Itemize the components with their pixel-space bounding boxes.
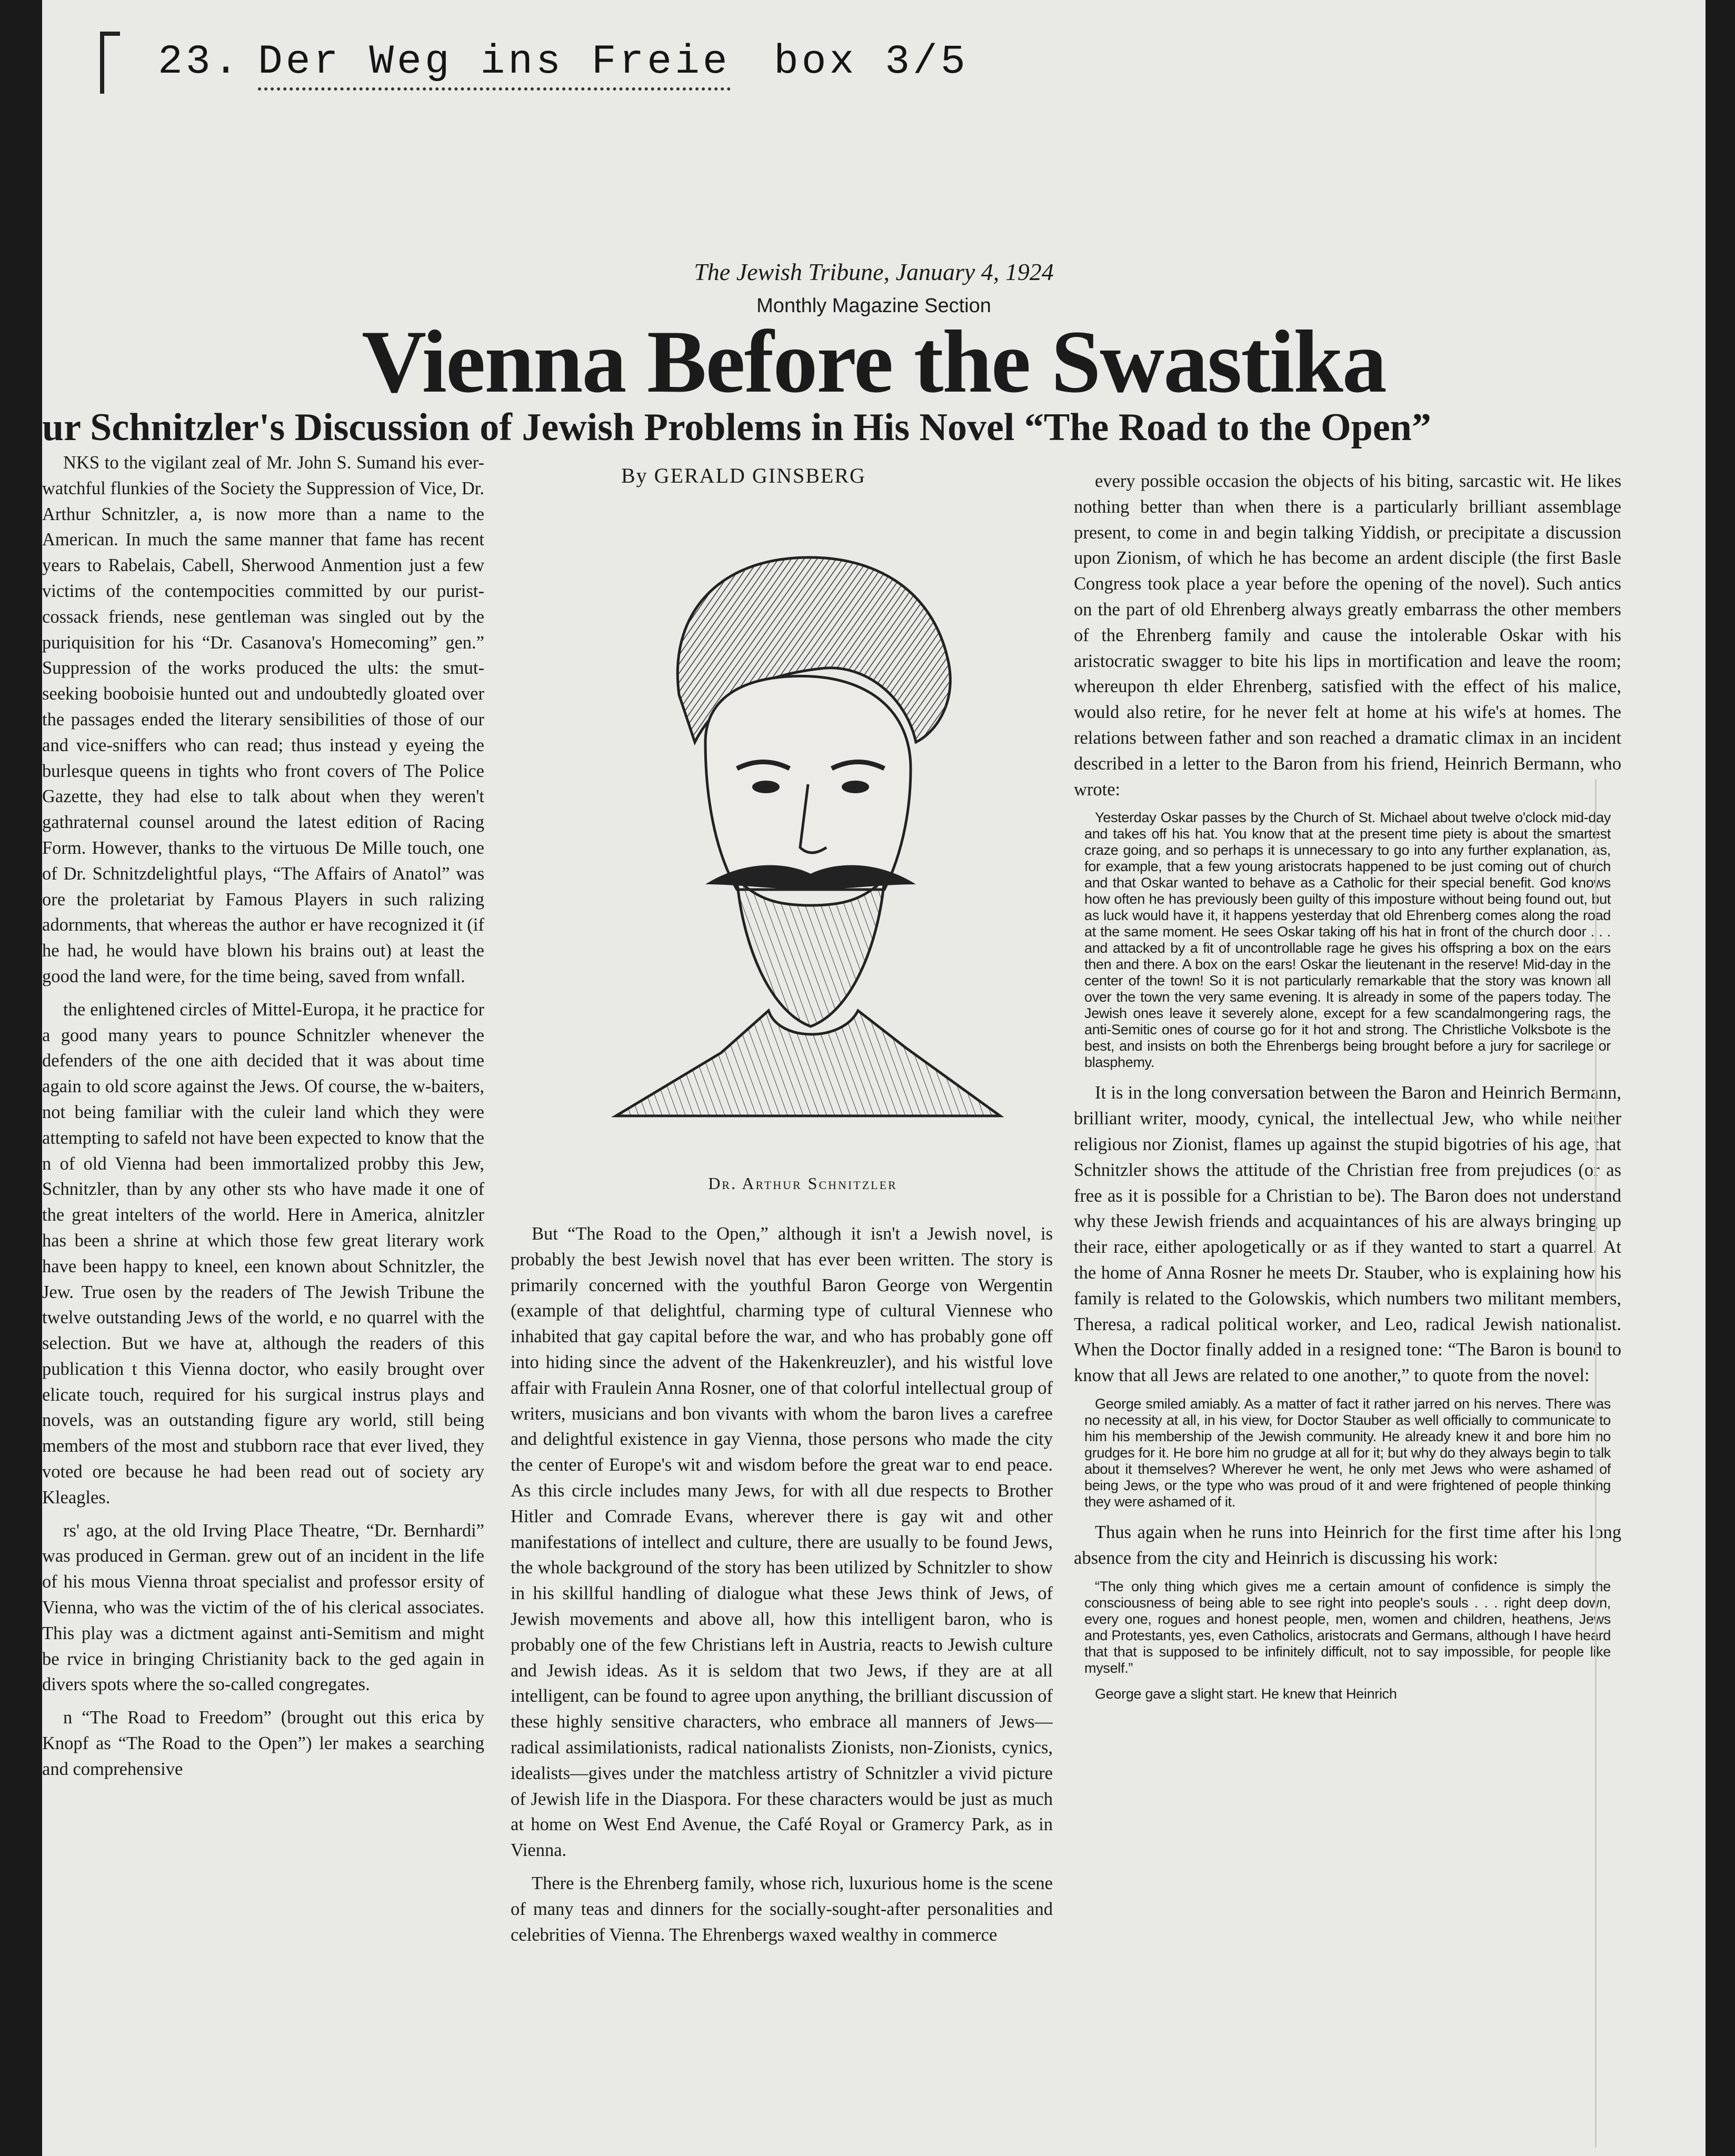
- archive-box: box 3/5: [774, 39, 969, 85]
- column-middle: [511, 1221, 1053, 2156]
- paragraph: rs' ago, at the old Irving Place Theatre, “Dr. Bernhardi” was produced in German. grew out of an incident in the life of his mous Vienna throat specialist and professor ersity of Vienna, who was the victim of the of his clerical associates. This play was a dictment against anti-Semitism and might be rvice in bringing Christianity back to the ged again in divers spots where the so-called congregates.: [42, 1520, 484, 1695]
- subheadline: ur Schnitzler's Discussion of Jewish Problems in His Novel “The Road to the Open”: [42, 406, 1431, 449]
- portrait-caption: Dr. Arthur Schnitzler: [708, 1174, 898, 1193]
- block-quote: George gave a slight start. He knew that Heinrich: [1095, 1685, 1397, 1702]
- paragraph: Thus again when he runs into Heinrich for the first time after his long absence from the city and Heinrich is discussing his work:: [1074, 1522, 1621, 1568]
- corner-bracket: [100, 32, 120, 94]
- section-line: Monthly Magazine Section: [756, 295, 991, 317]
- block-quote: George smiled amiably. As a matter of fact it rather jarred on his nerves. There was no necessity at all, in his view, for Doctor Stauber as well officially to communicate to him his membership of the Jewish community. He already knew it and bore him no grudges for it. He bore him no grudge at all for it; but why do they always begin to talk about it themselves? Wherever he went, he only met Jews who were ashamed of being Jews, or the type who was proud of it and were frightened of people thinking they were ashamed of it.: [1084, 1395, 1611, 1510]
- portrait-illustration: [547, 521, 1058, 1153]
- byline: By GERALD GINSBERG: [621, 464, 866, 487]
- portrait-eye: [752, 781, 780, 793]
- paragraph: the enlightened circles of Mittel-Europa, it he practice for a good many years to pounce Schnitzler whenever the defenders of the one aith decided that it was about time again to old score against the Jews. Of course, the w-baiters, not being familiar with the culeir land which they were attempting to safeld not have been expected to know that the n of old Vienna had been immortalized probby this Jew, Schnitzler, than by any other sts who have made it one of the great intelters of the world. Here in America, alnitzler has been a shrine at which those few great literary work have been happy to kneel, een known about Schnitzler, the Jew. True osen by the readers of The Jewish Tribune the twelve outstanding Jews of the world, e no quarrel with the selection. But we have at, although the readers of this publication t this Vienna doctor, who easily brought over elicate touch, required for his surgical instrus plays and novels, was an outstanding figure ary world, still being members of the most and stubborn race that ever lived, they voted ore because he had been read out of society ary Kleagles.: [42, 999, 484, 1508]
- paragraph: n “The Road to Freedom” (brought out this erica by Knopf as “The Road to the Open”) ler makes a searching and comprehensive: [42, 1708, 484, 1779]
- newspaper-clipping: [42, 0, 1706, 2156]
- publication-line: The Jewish Tribune, January 4, 1924: [694, 258, 1054, 285]
- block-quote: Yesterday Oskar passes by the Church of St. Michael about twelve o'clock mid-day and takes off his hat. You know that at the present time piety is about the smartest craze going, and so perhaps it is unnecessary to go into any further explanation, as, for example, that a few young aristocrats happened to be just coming out of church and that Oskar wanted to behave as a Catholic for their special benefit. God knows how often he has previously been guilty of this imposture without being found out, but as luck would have it, it happens yesterday that old Ehrenberg comes along the road at the same moment. He sees Oskar taking off his hat in front of the church door . . . and attacked by a fit of uncontrollable rage he gives his offspring a box on the ears then and there. A box on the ears! Oskar the lieutenant in the reserve! Mid-day in the center of the town! So it is not particularly remarkable that the story was known all over the town the very same evening. It is already in some of the papers today. The Jewish ones leave it severely alone, except for a few scandalmongering rags, the anti-Semitic ones of course go for it hot and strong. The Christliche Volksbote is the best, and insists on both the Ehrenbergs being brought before a jury for sacrilege or blasphemy.: [1084, 810, 1611, 1071]
- paragraph: There is the Ehrenberg family, whose rich, luxurious home is the scene of many teas and dinners for the socially-sought-after personalities and celebrities of Vienna. The Ehrenbergs waxed wealthy in commerce: [511, 1873, 1053, 1945]
- archive-title: Der Weg ins Freie: [258, 39, 731, 91]
- column-right: [1074, 468, 1621, 2156]
- paragraph: NKS to the vigilant zeal of Mr. John S. Sumand his ever-watchful flunkies of the Society the Suppression of Vice, Dr. Arthur Schnitzler, a, is now more than a name to the American. In much the same manner that fame has recent years to Rabelais, Cabell, Sherwood Anmention just a few victims of the contempocities committed by our purist-cossack friends, nese gentleman was singled out by the puriquisition for his “Dr. Casanova's Homecoming” gen.” Suppression of the works produced the ults: the smut-seeking booboisie hunted out and undoubtedly gloated over the passages ended the literary sensibilities of those of our and vice-sniffers who can read; thus instead y eyeing the burlesque queens in tights who front covers of The Police Gazette, they had else to talk about when they weren't gathraternal counsel around the latest edition of Racing Form. However, thanks to the virtuous De Mille touch, one of Dr. Schnitzdelightful plays, “The Affairs of Anatol” was ore the proletariat by Famous Players in such ralizing adornments, that whereas the author er have recognized it (if he had, he would have blown his brains out) at least the good the land were, for the time being, saved from wnfall.: [42, 453, 484, 986]
- headline: Vienna Before the Swastika: [362, 312, 1386, 411]
- fold-crease: [1595, 779, 1628, 2148]
- portrait-face: [705, 676, 911, 890]
- paragraph: It is in the long conversation between the Baron and Heinrich Bermann, brilliant writer, moody, cynical, the intellectual Jew, who while neither religious nor Zionist, flames up against the stupid bigotries of his age, that Schnitzler shows the attitude of the Christian free from prejudices (or as free as it is possible for a Christian to be). The Baron does not understand why these Jewish friends and acquaintances of his are always bringing up their race, either apologetically or as if they wanted to start a quarrel. At the home of Anna Rosner he meets Dr. Stauber, who is explaining how his family is related to the Golowskis, which numbers two militant members, Theresa, a radical political worker, and Leo, radical Jewish nationalist. When the Doctor finally added in a resigned tone: “The Baron is bound to know that all Jews are related to one another,” to quote from the novel:: [1074, 1083, 1621, 1386]
- portrait-eye: [842, 781, 869, 793]
- archive-number: 23.: [158, 39, 242, 85]
- paragraph: But “The Road to the Open,” although it isn't a Jewish novel, is probably the best Jewish novel that has ever been written. The story is primarily concerned with the youthful Baron George von Wergentin (example of that delightful, charming type of cultural Viennese who inhabited that gay capital before the war, and who has probably gone off into hiding since the advent of the Hakenkreuzler), and his wistful love affair with Fraulein Anna Rosner, one of that colorful intellectual group of writers, musicians and bon vivants with whom the baron lives a carefree and delightful existence in gay Vienna, those persons who made the city the center of Europe's wit and wisdom before the great war to end peace. As this circle includes many Jews, for with all due respects to Brother Hitler and Comrade Evans, wherever there is gay wit and other manifestations of intellect and culture, there are usually to be found Jews, the whole background of the story has been utilized by Schnitzler to show in his skillful handling of dialogue what these Jews think of Jews, of Jewish movements and above all, how this intelligent baron, who is probably one of the few Christians left in Austria, reacts to Jewish culture and Jewish ideas. As it is seldom that two Jews, if they are at all intelligent, can be found to agree upon anything, the brilliant discussion of these highly sensitive characters, who embrace all manners of Jews—radical assimilationists, radical nationalists Zionists, non-Zionists, cynics, idealists—gives under the matchless artistry of Schnitzler a vivid picture of Jewish life in the Diaspora. For these characters would be just as much at home on West End Avenue, the Café Royal or Gramercy Park, as in Vienna.: [511, 1224, 1053, 1861]
- paragraph: every possible occasion the objects of his biting, sarcastic wit. He likes nothing better than when there is a particularly brilliant assemblage present, to come in and begin talking Yiddish, or precipitate a discussion upon Zionism, of which he has become an ardent disciple (the first Basle Congress took place a year before the opening of the novel). Such antics on the part of old Ehrenberg always greatly embarrass the other members of the Ehrenberg family and cause the intolerable Oskar with his aristocratic swagger to bite his lips in mortification and leave the room; whereupon th elder Ehrenberg, satisfied with the effect of his malice, would also retire, for he never felt at home at his wife's at homes. The relations between father and son reached a dramatic climax in an incident described in a letter to the Baron from his friend, Heinrich Bermann, who wrote:: [1074, 471, 1621, 800]
- column-left: [42, 450, 484, 2155]
- archive-label: [100, 21, 1048, 100]
- portrait-beard: [737, 879, 884, 1026]
- block-quote: “The only thing which gives me a certain amount of confidence is simply the consciousness of being able to see right into people's souls . . . right deep down, every one, rogues and honest people, men, women and children, heathens, Jews and Protestants, yes, even Catholics, aristocrats and Germans, although I have heard that that is supposed to be infinitely difficult, not to say impossible, for people like myself.”: [1084, 1578, 1611, 1676]
